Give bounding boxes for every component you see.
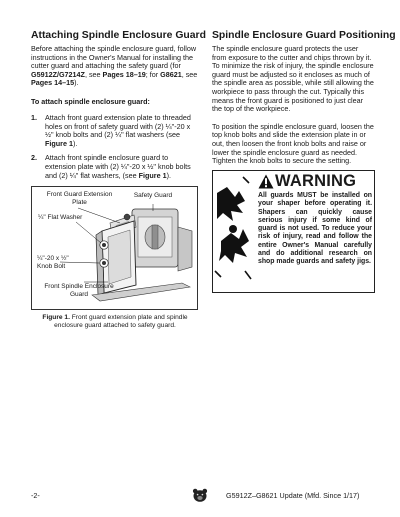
intro-text-1: Before attaching the spindle enclosure guard, follow instructions in the Owner's Manual for installing the cutter guard and attaching the safety guard (for — [31, 44, 197, 71]
intro-model-2: G8621 — [160, 69, 182, 79]
section-heading-attaching: Attaching Spindle Enclosure Guard — [31, 30, 206, 41]
section-heading-positioning: Spindle Enclosure Guard Positioning — [212, 30, 396, 41]
warning-triangle-icon — [258, 174, 274, 189]
figure-1 — [31, 186, 198, 310]
callout-flat-washer: ¼" Flat Washer — [38, 214, 83, 221]
intro-text-3: ; for — [145, 69, 161, 79]
intro-pages-1: Pages 18–19 — [102, 69, 146, 79]
procedure-subheading: To attach spindle enclosure guard: — [31, 96, 150, 106]
intro-pages-2: Pages 14–15 — [31, 78, 75, 88]
step-2 — [31, 154, 198, 180]
positioning-paragraph-1: The spindle enclosure guard protects the user from exposure to the cutter and chips thrown by it. To minimize the risk of injury, the spindle enclosure guard must be adjusted so it encloses as much of the spindle area as possible, while still allowing the workpiece to pass through the cut. Typically this means the front guard is positioned to just clear the top of the workpiece. — [212, 44, 374, 114]
callout-knob-bolt: ¼"-20 x ½" Knob Bolt — [37, 255, 69, 270]
page-number: -2- — [31, 491, 40, 500]
step-1 — [31, 114, 198, 148]
positioning-paragraph-2: To position the spindle enclosure guard, loosen the top knob bolts and slide the extension plate in or out, then loosen the front knob bolts and raise or lower the spindle enclosure guard as needed. Tighten the knob bolts to secure the setting. — [212, 121, 374, 166]
figure-caption — [35, 314, 195, 330]
callout-extension-plate: Front Guard Extension Plate — [46, 191, 113, 206]
bear-logo-icon — [192, 488, 208, 502]
step-text: Attach front guard extension plate to threaded holes on front of safety guard with (2) ¼"-20 x ½" knob bolts and (2) ¼" flat washers (see — [45, 112, 191, 140]
intro-text-2: , see — [84, 69, 103, 79]
intro-model-1: G5912Z/G7214Z — [31, 69, 85, 79]
document-identifier: G5912Z–G8621 Update (Mfd. Since 1/17) — [226, 491, 360, 500]
step-text-end: ). — [166, 170, 171, 180]
figure-reference: Figure 1 — [45, 138, 73, 148]
caption-text: Front guard extension plate and spindle enclosure guard attached to safety guard. — [54, 314, 188, 329]
left-column — [31, 30, 206, 186]
step-text: Attach front spindle enclosure guard to extension plate with (2) ¼"-20 x ½" knob bolts and (2) ¼" flat washers, (see — [45, 153, 191, 180]
warning-text: All guards MUST be installed on your shaper before operating it. Shapers can quickly cause serious injury if some kind of guard is not used. To reduce your risk of injury, read and follow the entire Owner's Manual carefully and do additional research on shop made guards and safety jigs. — [258, 192, 372, 266]
intro-text-4: , see — [181, 69, 198, 79]
step-number: 1. — [31, 112, 37, 122]
step-number: 2. — [31, 153, 37, 163]
step-text-end: ). — [72, 138, 78, 148]
intro-paragraph — [31, 45, 198, 88]
warning-box — [212, 170, 375, 293]
cutter-hazard-icon — [213, 171, 253, 292]
figure-reference: Figure 1 — [138, 170, 167, 180]
warning-title: WARNING — [275, 172, 357, 190]
warning-header — [258, 174, 372, 190]
callout-enclosure-guard: Front Spindle Enclosure Guard — [44, 283, 114, 298]
right-column — [212, 30, 396, 166]
callout-safety-guard: Safety Guard — [133, 192, 173, 199]
caption-label: Figure 1. — [42, 314, 70, 321]
intro-text-5: ). — [74, 78, 79, 88]
